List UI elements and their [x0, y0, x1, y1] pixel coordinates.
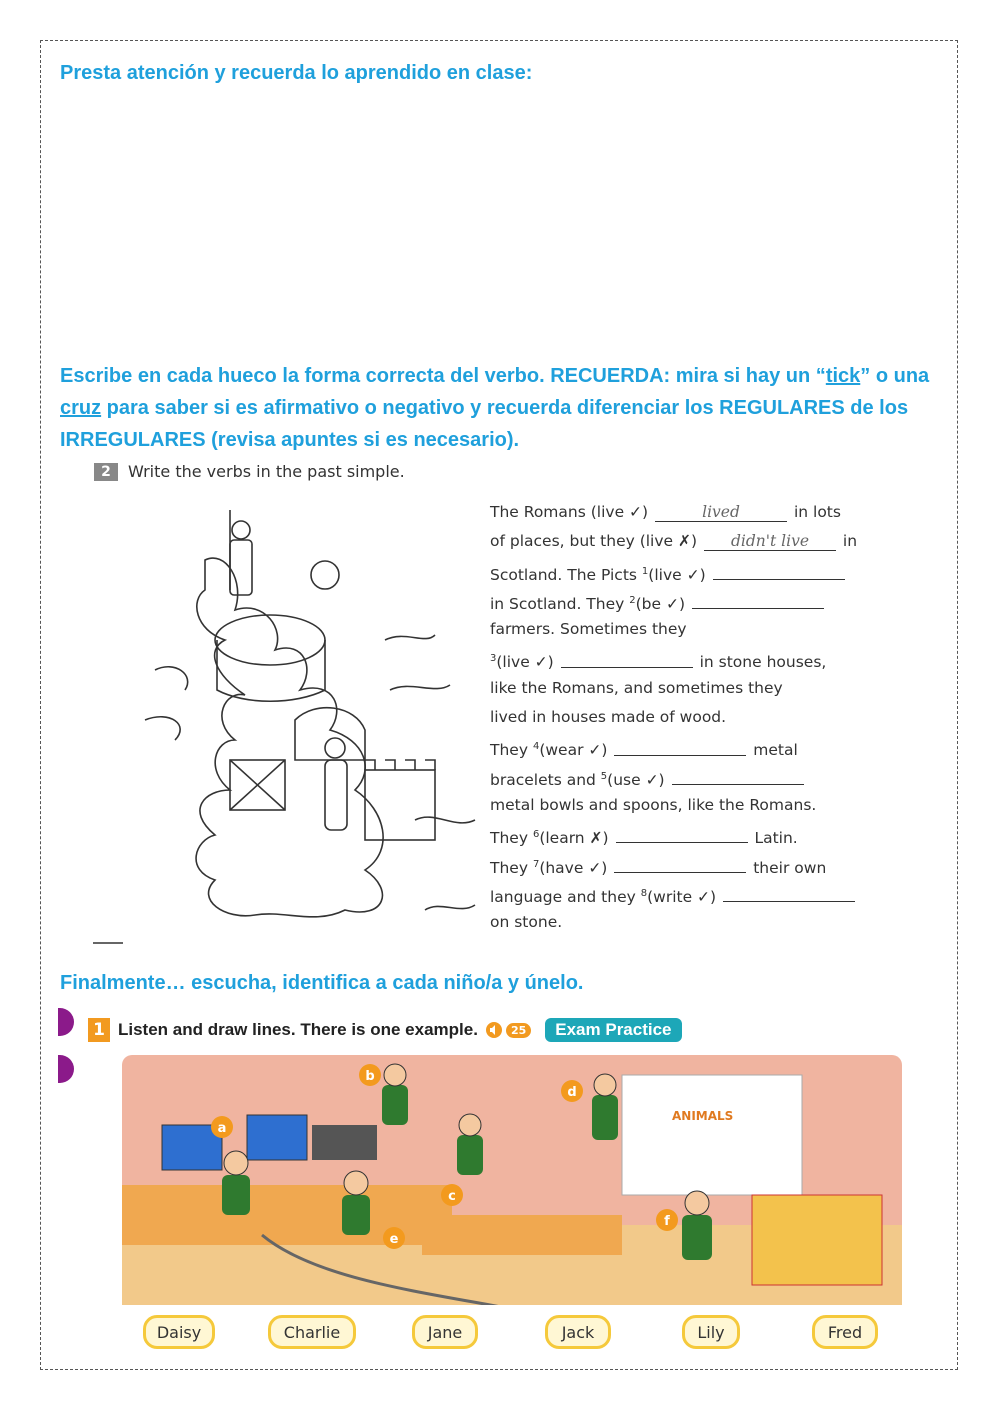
label-c: c — [448, 1189, 456, 1204]
label-b: b — [365, 1069, 375, 1084]
story-text: The Romans (live ✓) lived in lots of places, but they (live ✗) didn't live in Scotland. The Picts $^1$(live ✓) in Scotland. They $^2$(be ✓) farmers. Sometimes they $^3$(live ✓) in stone houses, like the Romans, and sometimes they lived in houses made of wood. They $^4$(wear ✓) metal bracelets and $^5$(use ✓) metal bowls and spoons, like the Romans. They $^6$(learn ✗) Latin. They $^7$(have ✓) their own language and they $^8$(write ✓) on stone. — [490, 503, 858, 932]
final-heading: Finalmente… escucha, identifica a cada niño/a y únelo. — [60, 972, 584, 994]
example-gap-2: didn't live — [704, 532, 836, 551]
exercise1-header — [88, 1018, 682, 1042]
name-fred[interactable]: Fred — [812, 1315, 878, 1349]
audio-track[interactable] — [486, 1022, 531, 1038]
answer-input-8[interactable] — [723, 881, 855, 901]
britain-map-illustration — [135, 490, 480, 930]
answer-input-1[interactable] — [713, 559, 845, 579]
name-daisy[interactable]: Daisy — [143, 1315, 215, 1349]
exercise1-number: 1 — [88, 1018, 110, 1042]
name-charlie[interactable]: Charlie — [268, 1315, 356, 1349]
animals-poster — [622, 1075, 802, 1195]
divider-dash — [93, 942, 123, 944]
label-d: d — [567, 1085, 577, 1100]
label-f: f — [664, 1214, 670, 1229]
label-e: e — [389, 1232, 399, 1247]
answer-input-6[interactable] — [616, 822, 748, 842]
answer-input-4[interactable] — [614, 735, 746, 755]
answer-input-5[interactable] — [672, 764, 804, 784]
speaker-icon — [486, 1022, 504, 1038]
name-options — [0, 1315, 1000, 1355]
poster-label: ANIMALS — [672, 1109, 734, 1123]
exercise2-number: 2 — [94, 463, 118, 481]
tick-word: tick — [825, 365, 861, 387]
instructions: Escribe en cada hueco la forma correcta del verbo. RECUERDA: mira si hay un “tick” o una cruz para saber si es afirmativo o negativo y recuerda diferenciar los REGULARES de los IRREGULARES (revisa apuntes si es necesario). — [60, 365, 930, 451]
intro-heading: Presta atención y recuerda lo aprendido en clase: — [60, 62, 533, 84]
desk-middle — [422, 1215, 622, 1255]
name-lily[interactable]: Lily — [682, 1315, 740, 1349]
name-jack[interactable]: Jack — [545, 1315, 611, 1349]
example-gap-1: lived — [655, 503, 787, 522]
answer-input-3[interactable] — [561, 647, 693, 667]
answer-input-7[interactable] — [614, 852, 746, 872]
name-jane[interactable]: Jane — [412, 1315, 478, 1349]
label-a: a — [217, 1121, 227, 1136]
track-number: 25 — [506, 1023, 531, 1038]
answer-input-2[interactable] — [692, 588, 824, 608]
exam-practice-badge: Exam Practice — [545, 1018, 681, 1042]
classroom-illustration — [122, 1055, 902, 1305]
exercise1-title: Listen and draw lines. There is one example. — [118, 1020, 478, 1039]
cruz-word: cruz — [60, 397, 102, 419]
exercise2-title: 2 Write the verbs in the past simple. — [94, 462, 405, 481]
